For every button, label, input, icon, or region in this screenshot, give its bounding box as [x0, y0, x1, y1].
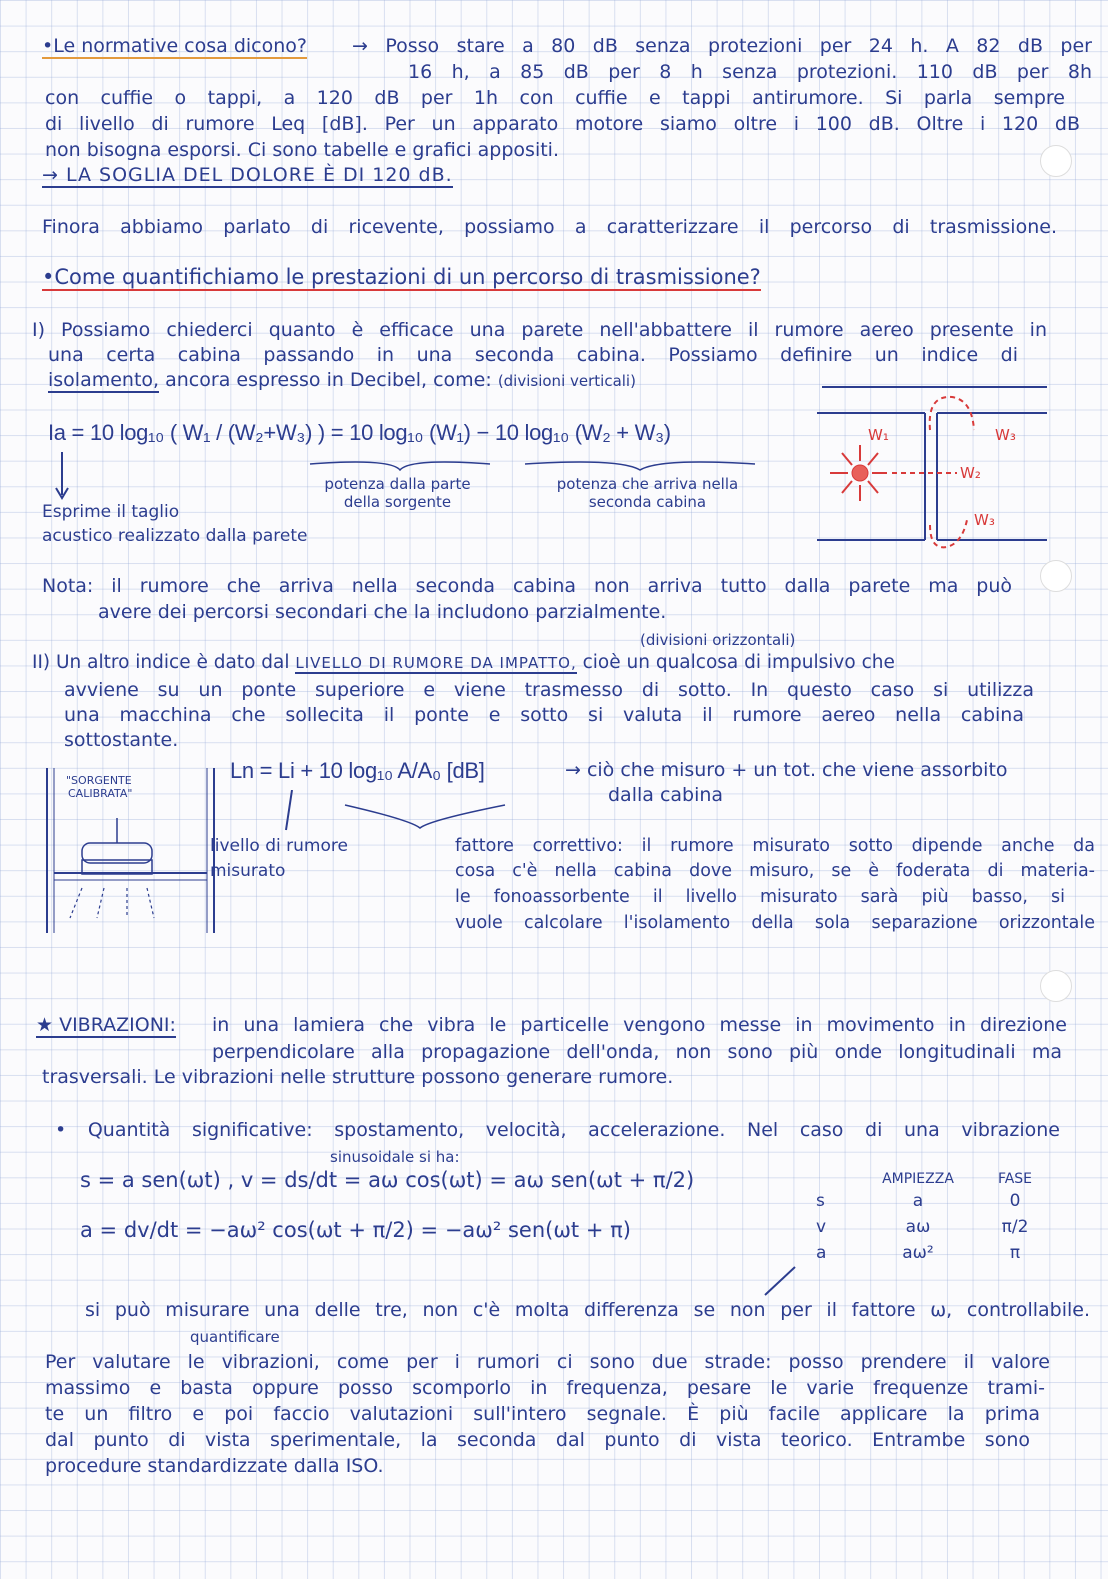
table-row — [815, 1214, 1051, 1240]
table-cell: v — [816, 1217, 827, 1237]
text-line: trasversali. Le vibrazioni nelle strutture possono generare rumore. — [42, 1066, 674, 1088]
annotation: dalla cabina — [608, 784, 724, 806]
sound-source-icon — [852, 465, 868, 481]
table-cell: a — [816, 1243, 827, 1263]
formula-annotations — [270, 790, 520, 840]
text-line: vuole calcolare l'isolamento della sola separazione orizzontale — [455, 913, 1095, 933]
term-isolamento: isolamento, — [48, 369, 160, 391]
text-line: procedure standardizzate dalla ISO. — [45, 1455, 384, 1477]
text-line: di livello di rumore Leq [dB]. Per un apparato motore siamo oltre i 100 dB. Oltre i 120 dB — [45, 113, 1080, 135]
text-line: una certa cabina passando in una seconda cabina. Possiamo definire un indice di — [48, 344, 1018, 366]
w3-label: W₃ — [995, 426, 1016, 444]
text-note: (divisioni orizzontali) — [640, 631, 796, 649]
equation: a = dv/dt = −aω² cos(ωt + π/2) = −aω² sen(ωt + π) — [80, 1218, 631, 1242]
term-livello-impatto: LIVELLO DI RUMORE DA IMPATTO, — [295, 654, 577, 672]
table-cell: 0 — [1009, 1191, 1021, 1211]
table-row — [815, 1188, 1051, 1214]
annotation: misurato — [210, 861, 286, 881]
text-line: con cuffie o tappi, a 120 dB per 1h con cuffie e tappi antirumore. Si parla sempre — [45, 87, 1065, 109]
text-line: avere dei percorsi secondari che la includono parzialmente. — [98, 601, 667, 623]
punch-hole — [1040, 970, 1072, 1002]
text-line: fattore correttivo: il rumore misurato sotto dipende anche da — [455, 836, 1095, 856]
annotation: Esprime il taglio — [42, 502, 180, 522]
text-line: Finora abbiamo parlato di ricevente, possiamo a caratterizzare il percorso di trasmissione. — [42, 216, 1057, 238]
text: ancora espresso in Decibel, come: — [165, 369, 492, 391]
section-title-vibrazioni: ★ VIBRAZIONI: — [36, 1014, 176, 1036]
table-cell: aω — [905, 1217, 931, 1237]
annotation: potenza dalla parte — [324, 475, 471, 493]
text-line: non bisogna esporsi. Ci sono tabelle e grafici appositi. — [45, 139, 559, 161]
w1-label: W₁ — [868, 426, 889, 444]
table-cell: π/2 — [1001, 1217, 1029, 1237]
table-cell: aω² — [902, 1243, 934, 1263]
annotation: della sorgente — [343, 493, 452, 511]
annotation: acustico realizzato dalla parete — [42, 526, 308, 546]
text-line: avviene su un ponte superiore e viene trasmesso di sotto. In questo caso si utilizza — [64, 679, 1034, 701]
brace-icon — [310, 462, 490, 470]
header-fase: FASE — [997, 1171, 1033, 1187]
text-note: (divisioni verticali) — [497, 372, 636, 390]
text-line: le fonoassorbente il livello misurato sarà più basso, si — [455, 887, 1065, 907]
text-note: quantificare — [190, 1328, 280, 1346]
arrow-icon — [760, 1265, 800, 1300]
source-label: CALIBRATA" — [68, 787, 133, 800]
formula-impact: Ln = Li + 10 log₁₀ A/A₀ [dB] — [230, 758, 485, 783]
w3-label: W₃ — [974, 511, 995, 529]
annotation: livello di rumore — [210, 836, 348, 856]
source-label: "SORGENTE — [66, 774, 132, 787]
text-line: massimo e basta oppure posso scomporlo in frequenza, pesare le varie frequenze trami- — [45, 1377, 1045, 1399]
header-ampiezza: AMPIEZZA — [882, 1171, 954, 1187]
section-question: •Come quantifichiamo le prestazioni di un percorso di trasmissione? — [42, 265, 761, 289]
arrow-down-icon — [286, 790, 292, 830]
punch-hole — [1040, 560, 1072, 592]
text: II) Un altro indice è dato dal — [32, 652, 290, 673]
formula-isolamento: Ia = 10 log₁₀ ( W₁ / (W₂+W₃) ) = 10 log₁₀ (W₁) − 10 log₁₀ (W₂ + W₃) — [48, 420, 671, 445]
table-cell: a — [912, 1191, 924, 1211]
annotation: seconda cabina — [588, 493, 707, 511]
w2-label: W₂ — [960, 464, 981, 482]
section-heading: •Le normative cosa dicono? — [42, 35, 307, 57]
text-line: I) Possiamo chiederci quanto è efficace una parete nell'abbattere il rumore aereo presente in — [32, 319, 1047, 341]
text-line: 16 h, a 85 dB per 8 h senza protezioni. 110 dB per 8h — [408, 61, 1092, 83]
text-line: te un filtro e poi faccio valutazioni sull'intero segnale. È più facile applicare la prima — [45, 1403, 1040, 1425]
text-line: Nota: il rumore che arriva nella seconda cabina non arriva tutto dalla parete ma può — [42, 575, 1012, 597]
text-line: cosa c'è nella cabina dove misuro, se è foderata di materia- — [455, 861, 1095, 881]
page-edge — [1108, 0, 1116, 1579]
text-line: si può misurare una delle tre, non c'è molta differenza se non per il fattore ω, controllabile. — [85, 1299, 1090, 1321]
text-line: → Posso stare a 80 dB senza protezioni per 24 h. A 82 dB per — [352, 35, 1092, 57]
text-line: sinusoidale si ha: — [330, 1148, 460, 1166]
vibration-table — [815, 1170, 1051, 1266]
equation: s = a sen(ωt) , v = ds/dt = aω cos(ωt) = aω sen(ωt + π/2) — [80, 1168, 695, 1192]
text-line: • Quantità significative: spostamento, velocità, accelerazione. Nel caso di una vibrazione — [55, 1119, 1060, 1141]
text-line: in una lamiera che vibra le particelle vengono messe in movimento in direzione — [212, 1014, 1067, 1036]
text: cioè un qualcosa di impulsivo che — [582, 652, 895, 673]
table-cell: π — [1009, 1243, 1021, 1263]
text-line: sottostante. — [64, 729, 179, 751]
brace-icon — [525, 462, 755, 470]
annotation: → ciò che misuro + un tot. che viene assorbito — [565, 759, 1008, 781]
text-line: perpendicolare alla propagazione dell'onda, non sono più onde longitudinali ma — [212, 1041, 1062, 1063]
table-header-row — [815, 1170, 1051, 1188]
text-line: Per valutare le vibrazioni, come per i rumori ci sono due strade: posso prendere il valore — [45, 1351, 1050, 1373]
punch-hole — [1040, 145, 1072, 177]
text-line: una macchina che sollecita il ponte e sotto si valuta il rumore aereo nella cabina — [64, 704, 1024, 726]
table-cell: s — [816, 1191, 825, 1211]
text-line: dal punto di vista sperimentale, la seconda dal punto di vista teorico. Entrambe sono — [45, 1429, 1030, 1451]
wall-diagram — [812, 385, 1052, 555]
annotation: potenza che arriva nella — [556, 475, 739, 493]
table-row — [815, 1240, 1051, 1266]
key-statement: → LA SOGLIA DEL DOLORE È DI 120 dB. — [42, 164, 453, 186]
brace-icon — [345, 805, 505, 828]
calibrated-source-diagram — [42, 768, 222, 938]
